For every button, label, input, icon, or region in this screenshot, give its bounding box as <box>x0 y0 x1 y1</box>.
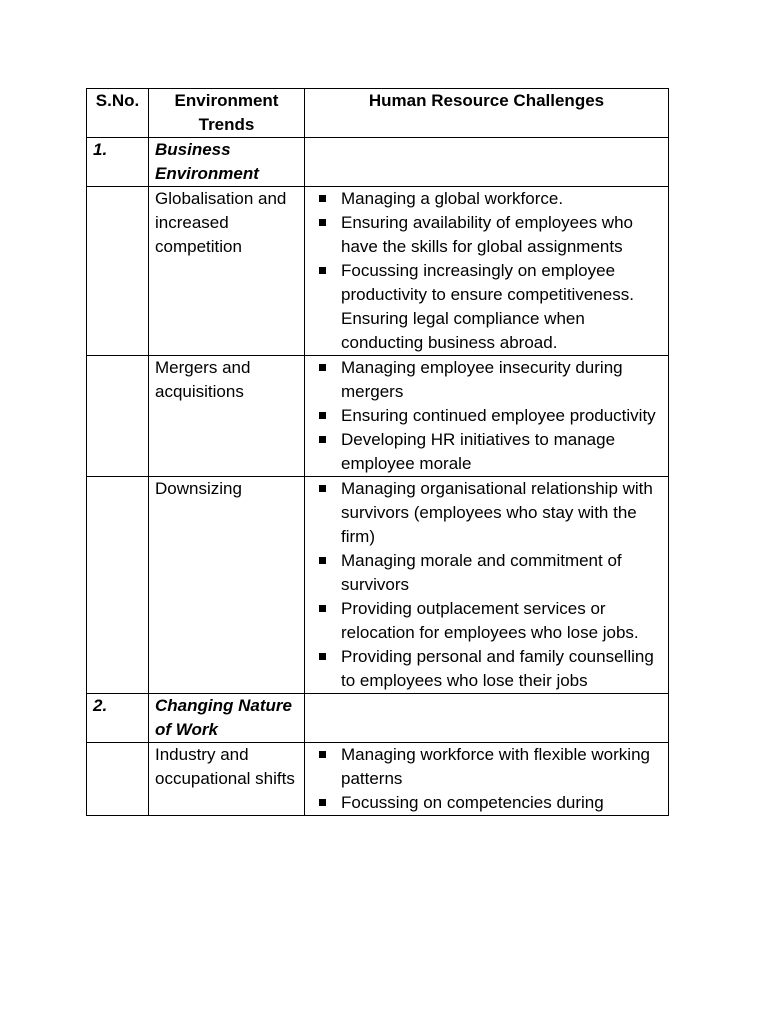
empty-cell <box>87 477 149 694</box>
challenge-text: Providing personal and family counselling to employees who lose their jobs <box>341 647 654 690</box>
header-hr-challenges: Human Resource Challenges <box>305 89 669 138</box>
empty-cell <box>87 743 149 816</box>
challenge-text: Managing workforce with flexible working patterns <box>341 745 650 788</box>
header-row <box>87 89 669 138</box>
challenge-text: Focussing increasingly on employee productivity to ensure competitiveness. <box>341 261 634 304</box>
challenge-list <box>311 477 668 693</box>
list-item <box>315 791 668 815</box>
section-number: 1. <box>87 138 149 187</box>
challenges-cell <box>305 187 669 356</box>
square-bullet-icon <box>319 436 326 443</box>
list-item <box>315 743 668 791</box>
table-row <box>87 356 669 477</box>
empty-cell <box>87 187 149 356</box>
challenge-text: Managing morale and commitment of survivors <box>341 551 622 594</box>
trend-cell: Mergers and acquisitions <box>149 356 305 477</box>
square-bullet-icon <box>319 557 326 564</box>
table-row <box>87 477 669 694</box>
list-item <box>315 597 668 645</box>
challenge-continuation: Ensuring legal compliance when conducting business abroad. <box>341 309 585 352</box>
section-number: 2. <box>87 694 149 743</box>
challenge-text: Managing organisational relationship with survivors (employees who stay with the firm) <box>341 479 653 546</box>
challenge-text: Providing outplacement services or relocation for employees who lose jobs. <box>341 599 639 642</box>
square-bullet-icon <box>319 605 326 612</box>
list-item <box>315 187 668 211</box>
table-row <box>87 743 669 816</box>
header-sno: S.No. <box>87 89 149 138</box>
list-item <box>315 211 668 259</box>
square-bullet-icon <box>319 653 326 660</box>
trend-cell: Downsizing <box>149 477 305 694</box>
trend-cell: Globalisation and increased competition <box>149 187 305 356</box>
square-bullet-icon <box>319 485 326 492</box>
challenges-cell <box>305 356 669 477</box>
square-bullet-icon <box>319 799 326 806</box>
challenge-list <box>311 356 668 476</box>
empty-cell <box>87 356 149 477</box>
challenge-text: Managing a global workforce. <box>341 189 564 208</box>
empty-cell <box>305 694 669 743</box>
section-title: Business Environment <box>149 138 305 187</box>
section-row <box>87 138 669 187</box>
square-bullet-icon <box>319 267 326 274</box>
list-item <box>315 259 668 307</box>
challenge-list <box>311 743 668 815</box>
section-title: Changing Nature of Work <box>149 694 305 743</box>
square-bullet-icon <box>319 195 326 202</box>
list-item <box>315 428 668 476</box>
section-row <box>87 694 669 743</box>
challenge-text: Managing employee insecurity during mergers <box>341 358 623 401</box>
header-environment-trends: Environment Trends <box>149 89 305 138</box>
square-bullet-icon <box>319 219 326 226</box>
hr-challenges-table <box>86 88 669 816</box>
challenge-text: Developing HR initiatives to manage employee morale <box>341 430 616 473</box>
square-bullet-icon <box>319 364 326 371</box>
empty-cell <box>305 138 669 187</box>
trend-cell: Industry and occupational shifts <box>149 743 305 816</box>
challenge-text: Ensuring availability of employees who have the skills for global assignments <box>341 213 633 256</box>
square-bullet-icon <box>319 751 326 758</box>
challenge-text: Ensuring continued employee productivity <box>341 406 656 425</box>
challenge-list <box>311 187 668 307</box>
list-item <box>315 356 668 404</box>
list-item <box>315 645 668 693</box>
challenges-cell <box>305 743 669 816</box>
list-item <box>315 404 668 428</box>
list-item <box>315 549 668 597</box>
list-item <box>315 477 668 549</box>
table-row <box>87 187 669 356</box>
square-bullet-icon <box>319 412 326 419</box>
challenges-cell <box>305 477 669 694</box>
challenge-text: Focussing on competencies during <box>341 793 604 812</box>
